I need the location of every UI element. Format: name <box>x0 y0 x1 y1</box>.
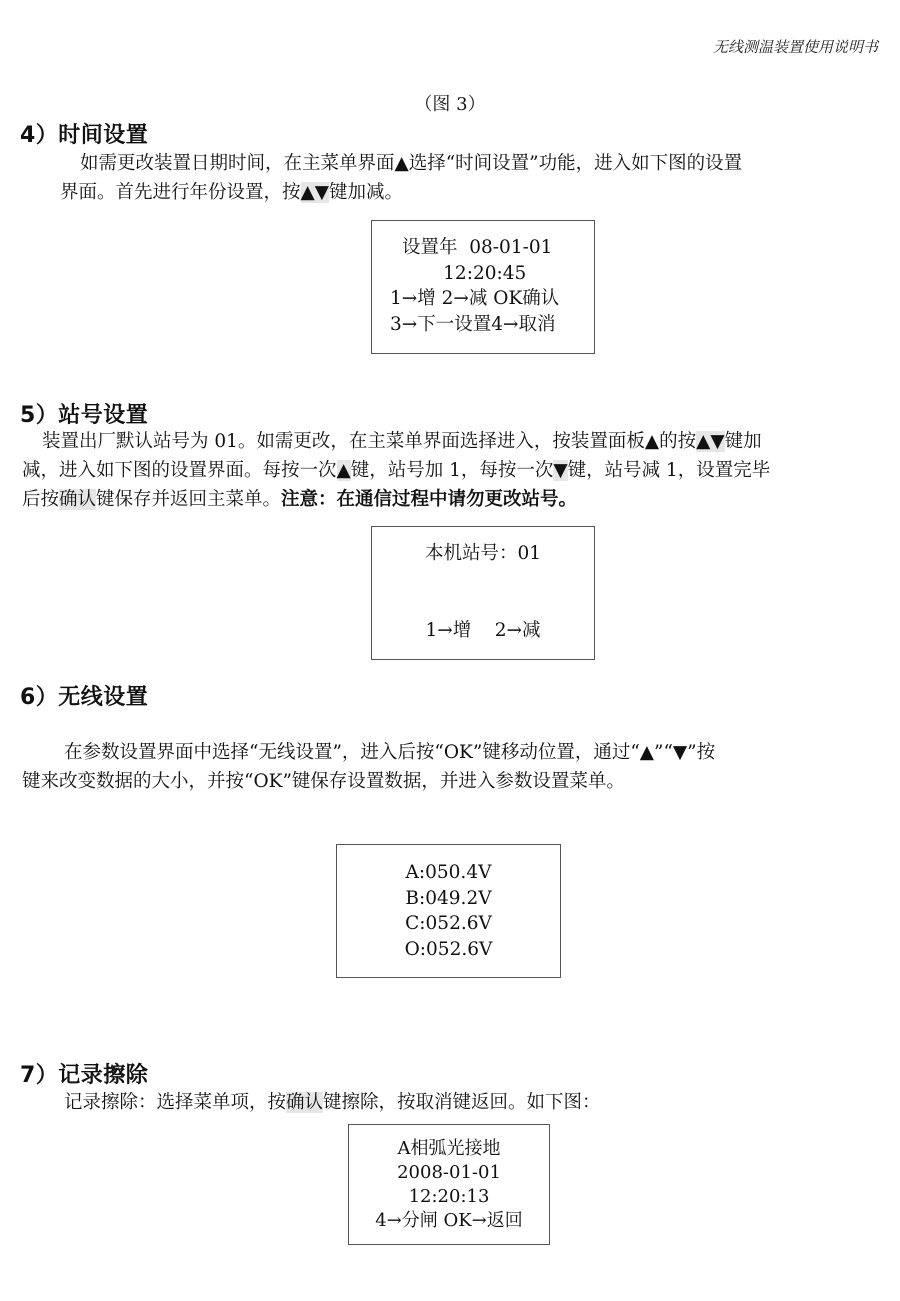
text-run: 装置出厂默认站号为 01。如需更改，在主菜单界面选择进入，按装置面板▲的按 <box>42 431 697 452</box>
paragraph-line <box>22 1088 882 1117</box>
lcd-screen-record-erase <box>348 1124 550 1245</box>
screen-line: 本机站号：01 <box>424 543 542 564</box>
text-run: 键保存并返回主菜单。 <box>96 489 282 510</box>
screen-line-blank <box>372 567 594 593</box>
text-run: 界面。首先进行年份设置，按 <box>60 182 301 203</box>
text-run: 键，站号减 1，设置完毕 <box>567 460 771 481</box>
running-header: 无线测温装置使用说明书 <box>712 38 878 56</box>
screen-line: C:052.6V <box>405 913 492 934</box>
text-run: 键加减。 <box>328 182 403 203</box>
up-down-keys: ▲▼ <box>696 431 725 452</box>
paragraph-wireless <box>22 738 882 796</box>
text-run: 键，站号加 1，每按一次 <box>350 460 554 481</box>
paragraph-line <box>22 178 882 207</box>
screen-line: 2008-01-01 <box>397 1162 501 1183</box>
text-run: 记录擦除：选择菜单项，按 <box>64 1092 287 1113</box>
section-heading-wireless: 6）无线设置 <box>20 685 149 710</box>
down-key: ▼ <box>553 460 568 481</box>
warning-note: 注意：在通信过程中请勿更改站号。 <box>281 489 578 510</box>
screen-line: 12:20:13 <box>408 1186 490 1207</box>
paragraph-line <box>22 485 882 514</box>
section-heading-time: 4）时间设置 <box>20 123 149 148</box>
up-down-keys: ▲▼ <box>300 182 329 203</box>
screen-line: B:049.2V <box>405 887 492 909</box>
lcd-screen-wireless-setting <box>336 844 561 978</box>
paragraph-erase <box>22 1088 882 1117</box>
paragraph-line: 如需更改装置日期时间，在主菜单界面▲选择“时间设置”功能，进入如下图的设置 <box>80 153 743 174</box>
up-key: ▲ <box>336 460 351 481</box>
text-run: 减，进入如下图的设置界面。每按一次 <box>22 460 337 481</box>
figure-caption: （图 3） <box>414 94 486 115</box>
text-run: 后按 <box>22 489 60 510</box>
screen-line: 1→增 2→减 <box>425 619 541 641</box>
lcd-screen-station-setting <box>371 526 595 660</box>
paragraph-line <box>22 427 882 456</box>
paragraph-line <box>22 456 882 485</box>
screen-line: 设置年 08-01-01 <box>402 237 553 258</box>
lcd-screen-time-setting <box>371 220 595 354</box>
paragraph-line: 在参数设置界面中选择“无线设置”，进入后按“OK”键移动位置，通过“▲”“▼”按 <box>64 742 716 763</box>
confirm-key: 确认 <box>59 489 97 510</box>
screen-line: 4→分闸 OK→返回 <box>375 1210 523 1231</box>
confirm-key: 确认 <box>286 1092 324 1113</box>
paragraph-line: 键来改变数据的大小，并按“OK”键保存设置数据，并进入参数设置菜单。 <box>22 771 625 792</box>
screen-line: 3→下一设置4→取消 <box>390 313 556 335</box>
screen-line-blank <box>372 592 594 618</box>
section-heading-station: 5）站号设置 <box>20 403 149 428</box>
text-run: 键加 <box>724 431 762 452</box>
screen-line: O:052.6V <box>404 938 493 960</box>
paragraph-station <box>22 427 882 514</box>
screen-line: 1→增 2→减 OK确认 <box>390 288 560 309</box>
screen-line: 12:20:45 <box>402 262 527 284</box>
paragraph-time <box>22 149 882 207</box>
screen-line: A:050.4V <box>405 862 492 883</box>
text-run: 键擦除，按取消键返回。如下图： <box>323 1092 601 1113</box>
screen-line: A相弧光接地 <box>397 1138 501 1159</box>
section-heading-erase: 7）记录擦除 <box>20 1063 149 1088</box>
